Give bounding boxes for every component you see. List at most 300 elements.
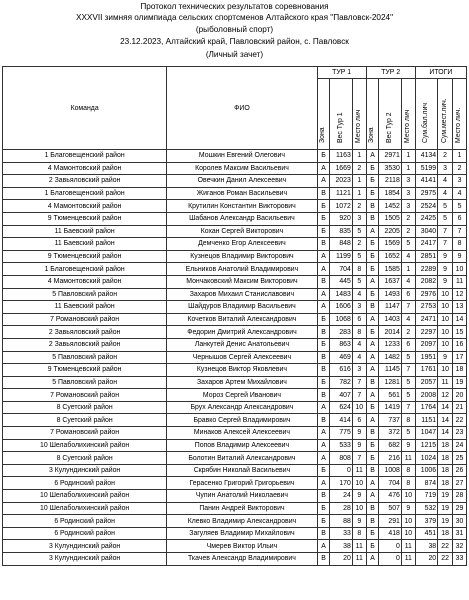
zone1-cell: Б	[317, 338, 330, 351]
weight1-cell: 283	[330, 326, 352, 339]
sum-places-cell: 5	[438, 200, 453, 213]
sum-places-cell: 10	[438, 288, 453, 301]
place1-cell: 2	[352, 162, 366, 175]
zone1-cell: А	[317, 301, 330, 314]
final-place-cell: 7	[453, 225, 467, 238]
table-row	[3, 313, 467, 326]
zone1-cell: Б	[317, 212, 330, 225]
fio-cell: Овечкин Данил Алексеевич	[167, 175, 317, 188]
team-cell: 11 Баевский район	[3, 238, 167, 251]
place1-cell: 2	[352, 238, 366, 251]
table-row	[3, 351, 467, 364]
final-place-cell: 21	[453, 401, 467, 414]
team-cell: 7 Романовский район	[3, 313, 167, 326]
final-place-cell: 19	[453, 376, 467, 389]
sum-places-cell: 12	[438, 389, 453, 402]
fio-cell: Жиганов Роман Васильевич	[167, 187, 317, 200]
table-row	[3, 162, 467, 175]
table-row	[3, 200, 467, 213]
weight2-cell: 1854	[379, 187, 401, 200]
sum-points-cell: 379	[415, 515, 437, 528]
table-row	[3, 263, 467, 276]
sum-points-cell: 1024	[415, 452, 437, 465]
final-place-cell: 12	[453, 288, 467, 301]
place2-cell: 11	[401, 540, 415, 553]
team-cell: 7 Романовский район	[3, 427, 167, 440]
zone1-cell: Б	[317, 150, 330, 163]
final-place-cell: 26	[453, 464, 467, 477]
fio-cell: Шайдуров Владимир Васильевич	[167, 301, 317, 314]
team-cell: 8 Суетский район	[3, 452, 167, 465]
place2-cell: 8	[401, 477, 415, 490]
zone1-cell: В	[317, 364, 330, 377]
zone2-cell: В	[366, 212, 379, 225]
zone2-cell: В	[366, 427, 379, 440]
sum-places-cell: 18	[438, 439, 453, 452]
zone1-cell: А	[317, 175, 330, 188]
final-place-cell: 31	[453, 527, 467, 540]
fio-cell: Демченко Егор Алексеевич	[167, 238, 317, 251]
weight2-cell: 2014	[379, 326, 401, 339]
final-place-cell: 2	[453, 162, 467, 175]
weight2-cell: 0	[379, 553, 401, 566]
zone2-cell: В	[366, 464, 379, 477]
zone1-cell: А	[317, 401, 330, 414]
place2-cell: 3	[401, 187, 415, 200]
zone1-header: Зона	[317, 79, 330, 150]
table-row	[3, 490, 467, 503]
fio-cell: Болотин Виталий Александрович	[167, 452, 317, 465]
weight1-cell: 616	[330, 364, 352, 377]
table-row	[3, 150, 467, 163]
zone1-cell: Б	[317, 313, 330, 326]
zone1-cell: Б	[317, 225, 330, 238]
fio-cell: Королев Максим Васильевич	[167, 162, 317, 175]
weight1-cell: 775	[330, 427, 352, 440]
zone2-cell: Б	[366, 439, 379, 452]
final-place-cell: 8	[453, 238, 467, 251]
team-cell: 3 Кулундинский район	[3, 540, 167, 553]
weight1-cell: 88	[330, 515, 352, 528]
sum-places-cell: 19	[438, 502, 453, 515]
place1-cell: 5	[352, 250, 366, 263]
weight2-cell: 0	[379, 540, 401, 553]
team-cell: 8 Суетский район	[3, 401, 167, 414]
zone2-cell: В	[366, 301, 379, 314]
final-place-cell: 18	[453, 364, 467, 377]
table-row	[3, 515, 467, 528]
final-place-cell: 5	[453, 200, 467, 213]
fio-cell: Шабанов Александр Васильевич	[167, 212, 317, 225]
sport-name: (рыболовный спорт)	[195, 25, 274, 34]
weight1-cell: 445	[330, 275, 352, 288]
weight2-cell: 1145	[379, 364, 401, 377]
fio-cell: Мороз Сергей Иванович	[167, 389, 317, 402]
sum-places-cell: 18	[438, 477, 453, 490]
weight1-cell: 1199	[330, 250, 352, 263]
place2-cell: 8	[401, 464, 415, 477]
final-place-cell: 24	[453, 439, 467, 452]
zone1-cell: Б	[317, 376, 330, 389]
zone1-cell: А	[317, 540, 330, 553]
place2-cell: 6	[401, 338, 415, 351]
zone1-cell: В	[317, 527, 330, 540]
final-place-cell: 13	[453, 301, 467, 314]
zone2-cell: А	[366, 490, 379, 503]
zone2-cell: Б	[366, 238, 379, 251]
zone2-cell: Б	[366, 187, 379, 200]
sum-points-cell: 2008	[415, 389, 437, 402]
place1-cell: 9	[352, 490, 366, 503]
weight2-cell: 1637	[379, 275, 401, 288]
place1-cell: 9	[352, 439, 366, 452]
zone2-cell: В	[366, 502, 379, 515]
place1-cell: 11	[352, 464, 366, 477]
sum-points-cell: 38	[415, 540, 437, 553]
fio-cell: Панин Андрей Викторович	[167, 502, 317, 515]
place1-cell: 6	[352, 414, 366, 427]
fio-cell: Бравко Сергей Владимирович	[167, 414, 317, 427]
team-cell: 4 Мамонтовский район	[3, 200, 167, 213]
zone2-cell: Б	[366, 527, 379, 540]
place1-cell: 9	[352, 427, 366, 440]
weight1-cell: 469	[330, 351, 352, 364]
place1-cell: 8	[352, 263, 366, 276]
sum-points-cell: 5199	[415, 162, 437, 175]
team-cell: 1 Благовещенский район	[3, 187, 167, 200]
zone1-cell: Б	[317, 464, 330, 477]
team-cell: 10 Шелаболихинский район	[3, 502, 167, 515]
final-place-cell: 28	[453, 490, 467, 503]
weight1-cell: 1163	[330, 150, 352, 163]
sum-points-cell: 1764	[415, 401, 437, 414]
results-table	[2, 66, 467, 566]
zone2-cell: А	[366, 275, 379, 288]
sum-points-cell: 2851	[415, 250, 437, 263]
weight2-cell: 737	[379, 414, 401, 427]
table-row	[3, 540, 467, 553]
sum-places-cell: 9	[438, 351, 453, 364]
tour2-header: ТУР 2	[366, 67, 415, 79]
table-row	[3, 401, 467, 414]
place1-cell: 7	[352, 376, 366, 389]
final-place-cell: 22	[453, 414, 467, 427]
place2-cell: 2	[401, 225, 415, 238]
team-cell: 6 Родинский район	[3, 477, 167, 490]
sum-points-cell: 2057	[415, 376, 437, 389]
table-row	[3, 326, 467, 339]
sum-places-cell: 18	[438, 464, 453, 477]
fio-cell: Мошкин Евгений Олегович	[167, 150, 317, 163]
sum-points-cell: 2524	[415, 200, 437, 213]
team-cell: 10 Шелаболихинский район	[3, 439, 167, 452]
table-row	[3, 187, 467, 200]
place1-cell: 10	[352, 477, 366, 490]
zone2-cell: В	[366, 200, 379, 213]
table-row	[3, 250, 467, 263]
place2-cell: 2	[401, 212, 415, 225]
team-cell: 8 Суетский район	[3, 414, 167, 427]
place1-cell: 6	[352, 313, 366, 326]
place1-header: Место лич	[352, 79, 366, 150]
weight2-cell: 2118	[379, 175, 401, 188]
weight2-cell: 476	[379, 490, 401, 503]
sum-points-cell: 2975	[415, 187, 437, 200]
table-row	[3, 301, 467, 314]
table-row	[3, 452, 467, 465]
place1-cell: 3	[352, 301, 366, 314]
zone1-cell: В	[317, 275, 330, 288]
tour1-header: ТУР 1	[317, 67, 366, 79]
table-row	[3, 553, 467, 566]
weight1-cell: 920	[330, 212, 352, 225]
zone2-cell: Б	[366, 162, 379, 175]
table-row	[3, 439, 467, 452]
team-cell: 2 Завьяловский район	[3, 175, 167, 188]
place2-cell: 3	[401, 200, 415, 213]
weight2-cell: 1569	[379, 238, 401, 251]
final-place-cell: 6	[453, 212, 467, 225]
protocol-title: Протокол технических результатов соревнования	[140, 2, 329, 11]
final-place-cell: 29	[453, 502, 467, 515]
place1-cell: 5	[352, 225, 366, 238]
totals-header: ИТОГИ	[415, 67, 466, 79]
weight1-cell: 624	[330, 401, 352, 414]
sum-points-cell: 1215	[415, 439, 437, 452]
final-place-header: Место лич.	[453, 79, 467, 150]
sum-points-cell: 2097	[415, 338, 437, 351]
final-place-cell: 15	[453, 326, 467, 339]
place2-cell: 9	[401, 502, 415, 515]
zone1-cell: Б	[317, 502, 330, 515]
weight2-cell: 1008	[379, 464, 401, 477]
weight2-cell: 372	[379, 427, 401, 440]
weight1-cell: 863	[330, 338, 352, 351]
zone1-cell: А	[317, 263, 330, 276]
zone1-cell: А	[317, 288, 330, 301]
sum-places-cell: 10	[438, 313, 453, 326]
place1-cell: 3	[352, 364, 366, 377]
fio-cell: Чмерев Виктор Ильич	[167, 540, 317, 553]
place2-cell: 4	[401, 250, 415, 263]
sum-points-cell: 2425	[415, 212, 437, 225]
weight2-cell: 1585	[379, 263, 401, 276]
place2-cell: 6	[401, 288, 415, 301]
weight2-cell: 1452	[379, 200, 401, 213]
final-place-cell: 3	[453, 175, 467, 188]
zone2-cell: А	[366, 477, 379, 490]
zone2-cell: А	[366, 414, 379, 427]
zone2-cell: Б	[366, 452, 379, 465]
zone2-cell: А	[366, 351, 379, 364]
place2-cell: 10	[401, 490, 415, 503]
place2-cell: 1	[401, 263, 415, 276]
sum-places-cell: 10	[438, 301, 453, 314]
table-row	[3, 527, 467, 540]
place1-cell: 1	[352, 175, 366, 188]
zone2-cell: Б	[366, 540, 379, 553]
zone1-cell: А	[317, 427, 330, 440]
weight2-cell: 1652	[379, 250, 401, 263]
place2-header: Место лич	[401, 79, 415, 150]
weight1-cell: 407	[330, 389, 352, 402]
weight1-cell: 1121	[330, 187, 352, 200]
team-cell: 3 Кулундинский район	[3, 553, 167, 566]
place2-cell: 5	[401, 351, 415, 364]
place1-cell: 5	[352, 275, 366, 288]
place2-cell: 8	[401, 414, 415, 427]
place1-cell: 3	[352, 212, 366, 225]
weight2-cell: 1482	[379, 351, 401, 364]
sum-places-cell: 4	[438, 187, 453, 200]
sum-points-header: Сум.бал.лич	[415, 79, 437, 150]
team-cell: 9 Тюменцевский район	[3, 364, 167, 377]
weight1-cell: 20	[330, 553, 352, 566]
fio-cell: Кочетков Виталий Александрович	[167, 313, 317, 326]
place1-cell: 1	[352, 150, 366, 163]
team-cell: 6 Родинский район	[3, 515, 167, 528]
table-row	[3, 414, 467, 427]
zone1-cell: В	[317, 389, 330, 402]
weight2-cell: 2205	[379, 225, 401, 238]
final-place-cell: 10	[453, 263, 467, 276]
final-place-cell: 32	[453, 540, 467, 553]
zone2-cell: А	[366, 313, 379, 326]
place2-cell: 4	[401, 275, 415, 288]
sum-places-cell: 19	[438, 515, 453, 528]
place1-cell: 4	[352, 338, 366, 351]
place2-cell: 3	[401, 175, 415, 188]
final-place-cell: 9	[453, 250, 467, 263]
sum-places-cell: 9	[438, 275, 453, 288]
sum-points-cell: 4134	[415, 150, 437, 163]
team-cell: 11 Баевский район	[3, 301, 167, 314]
sum-places-cell: 22	[438, 553, 453, 566]
weight1-cell: 1072	[330, 200, 352, 213]
fio-cell: Ланкутей Денис Анатольевич	[167, 338, 317, 351]
sum-points-cell: 4141	[415, 175, 437, 188]
team-cell: 5 Павловский район	[3, 351, 167, 364]
place2-cell: 7	[401, 301, 415, 314]
table-row	[3, 275, 467, 288]
place1-cell: 1	[352, 187, 366, 200]
place2-cell: 4	[401, 313, 415, 326]
place1-cell: 2	[352, 200, 366, 213]
weight1-cell: 414	[330, 414, 352, 427]
weight1-cell: 1483	[330, 288, 352, 301]
place1-cell: 4	[352, 351, 366, 364]
final-place-cell: 14	[453, 313, 467, 326]
place2-cell: 5	[401, 389, 415, 402]
place2-cell: 7	[401, 364, 415, 377]
sum-places-cell: 14	[438, 427, 453, 440]
sum-places-cell: 22	[438, 540, 453, 553]
team-cell: 11 Баевский район	[3, 225, 167, 238]
results-body	[3, 150, 467, 566]
zone2-cell: Б	[366, 250, 379, 263]
weight2-cell: 1147	[379, 301, 401, 314]
weight1-cell: 1068	[330, 313, 352, 326]
sum-points-cell: 532	[415, 502, 437, 515]
weight2-cell: 3530	[379, 162, 401, 175]
weight1-cell: 33	[330, 527, 352, 540]
competition-name: XXXVII зимняя олимпиада сельских спортсменов Алтайского края "Павловск-2024"	[75, 13, 394, 22]
sum-points-cell: 3040	[415, 225, 437, 238]
fio-cell: Крутилин Константин Викторович	[167, 200, 317, 213]
zone2-cell: В	[366, 376, 379, 389]
team-cell: 9 Тюменцевский район	[3, 250, 167, 263]
table-row	[3, 175, 467, 188]
place1-cell: 7	[352, 452, 366, 465]
final-place-cell: 25	[453, 452, 467, 465]
weight1-cell: 808	[330, 452, 352, 465]
weight1-cell: 38	[330, 540, 352, 553]
final-place-cell: 23	[453, 427, 467, 440]
fio-cell: Чернышов Сергей Алексеевич	[167, 351, 317, 364]
fio-cell: Захаров Артем Михайлович	[167, 376, 317, 389]
team-cell: 2 Завьяловский район	[3, 326, 167, 339]
sum-points-cell: 2417	[415, 238, 437, 251]
table-row	[3, 212, 467, 225]
zone2-header: Зона	[366, 79, 379, 150]
zone2-cell: В	[366, 515, 379, 528]
weight1-cell: 835	[330, 225, 352, 238]
sum-points-cell: 1151	[415, 414, 437, 427]
fio-cell: Клевко Владимир Александрович	[167, 515, 317, 528]
team-cell: 2 Завьяловский район	[3, 338, 167, 351]
table-row	[3, 288, 467, 301]
sum-places-cell: 19	[438, 490, 453, 503]
weight1-header: Вес Тур 1	[330, 79, 352, 150]
final-place-cell: 27	[453, 477, 467, 490]
fio-cell: Захаров Михаил Станиславович	[167, 288, 317, 301]
fio-cell: Чупин Анатолий Николаевич	[167, 490, 317, 503]
final-place-cell: 11	[453, 275, 467, 288]
final-place-cell: 30	[453, 515, 467, 528]
team-header: Команда	[3, 67, 167, 150]
sum-places-cell: 7	[438, 238, 453, 251]
team-cell: 1 Благовещенский район	[3, 263, 167, 276]
sum-points-cell: 874	[415, 477, 437, 490]
place2-cell: 11	[401, 452, 415, 465]
sum-places-cell: 4	[438, 175, 453, 188]
zone1-cell: А	[317, 439, 330, 452]
zone2-cell: Б	[366, 401, 379, 414]
zone2-cell: А	[366, 150, 379, 163]
fio-cell: Попов Владимир Алексеевич	[167, 439, 317, 452]
fio-cell: Ельников Анатолий Владимирович	[167, 263, 317, 276]
place1-cell: 9	[352, 515, 366, 528]
sum-points-cell: 2082	[415, 275, 437, 288]
fio-cell: Федорин Дмитрий Александрович	[167, 326, 317, 339]
zone1-cell: Б	[317, 515, 330, 528]
weight2-cell: 291	[379, 515, 401, 528]
place2-cell: 5	[401, 238, 415, 251]
weight1-cell: 170	[330, 477, 352, 490]
place2-cell: 2	[401, 326, 415, 339]
zone2-cell: А	[366, 364, 379, 377]
fio-cell: Брух Александр Александрович	[167, 401, 317, 414]
place2-cell: 10	[401, 515, 415, 528]
fio-cell: Кузнецов Владимир Викторович	[167, 250, 317, 263]
weight2-cell: 1233	[379, 338, 401, 351]
sum-places-cell: 2	[438, 150, 453, 163]
place1-cell: 7	[352, 389, 366, 402]
team-cell: 5 Павловский район	[3, 288, 167, 301]
zone2-cell: Б	[366, 288, 379, 301]
weight1-cell: 704	[330, 263, 352, 276]
sum-places-cell: 14	[438, 401, 453, 414]
